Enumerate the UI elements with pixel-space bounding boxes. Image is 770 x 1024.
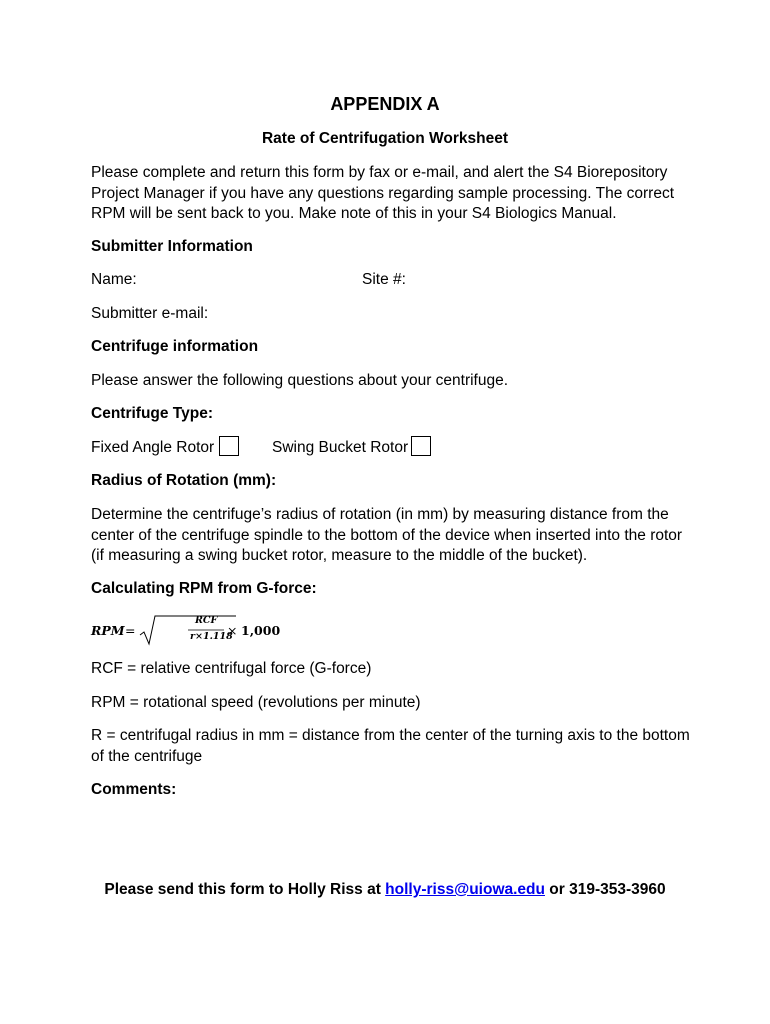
formula-constant: 1,000	[241, 623, 281, 638]
rpm-definition: RPM = rotational speed (revolutions per minute)	[91, 694, 421, 711]
fixed-angle-checkbox[interactable]	[219, 436, 239, 456]
fixed-angle-label: Fixed Angle Rotor	[91, 439, 215, 456]
radius-definition: R = centrifugal radius in mm = distance from the center of the turning axis to the bottom of the centrifuge	[91, 727, 690, 765]
comments-heading: Comments:	[91, 781, 177, 798]
footer-prefix: Please send this form to Holly Riss at	[104, 881, 386, 898]
swing-bucket-checkbox[interactable]	[411, 436, 431, 456]
site-label: Site #:	[362, 271, 406, 288]
formula-equals: =	[125, 623, 136, 638]
submitter-heading: Submitter Information	[91, 238, 253, 255]
footer-suffix: or 319-353-3960	[544, 881, 666, 898]
formula-numerator: RCF	[195, 615, 218, 626]
rpm-formula	[91, 614, 291, 648]
centrifuge-heading: Centrifuge information	[91, 338, 259, 355]
radius-heading: Radius of Rotation (mm):	[91, 472, 277, 489]
worksheet-subtitle: Rate of Centrifugation Worksheet	[261, 130, 508, 147]
formula-denominator: r×1.118	[190, 631, 233, 642]
swing-bucket-label: Swing Bucket Rotor	[272, 439, 409, 456]
intro-paragraph: Please complete and return this form by fax or e-mail, and alert the S4 Biorepository Project Manager if you have any questions regarding sample processing. The correct RPM will be sent back to you. Make note of this in your S4 Biologics Manual.	[91, 164, 674, 222]
calc-heading: Calculating RPM from G-force:	[91, 580, 317, 597]
formula-lhs: RPM	[91, 623, 125, 638]
contact-email-link[interactable]: holly-riss@uiowa.edu	[385, 881, 545, 898]
centrifuge-instructions: Please answer the following questions about your centrifuge.	[91, 372, 509, 389]
name-label: Name:	[91, 271, 137, 288]
footer-instruction	[0, 881, 770, 899]
centrifuge-type-heading: Centrifuge Type:	[91, 405, 213, 422]
formula-times: ×	[227, 623, 238, 638]
rcf-definition: RCF = relative centrifugal force (G-force)	[91, 660, 372, 677]
page-heading: APPENDIX A	[330, 94, 440, 114]
radius-paragraph: Determine the centrifuge’s radius of rotation (in mm) by measuring distance from the center of the centrifuge spindle to the bottom of the device when inserted into the rotor (if measuring a swing bucket rotor, measure to the middle of the bucket).	[91, 506, 683, 564]
submitter-email-label: Submitter e-mail:	[91, 305, 209, 322]
